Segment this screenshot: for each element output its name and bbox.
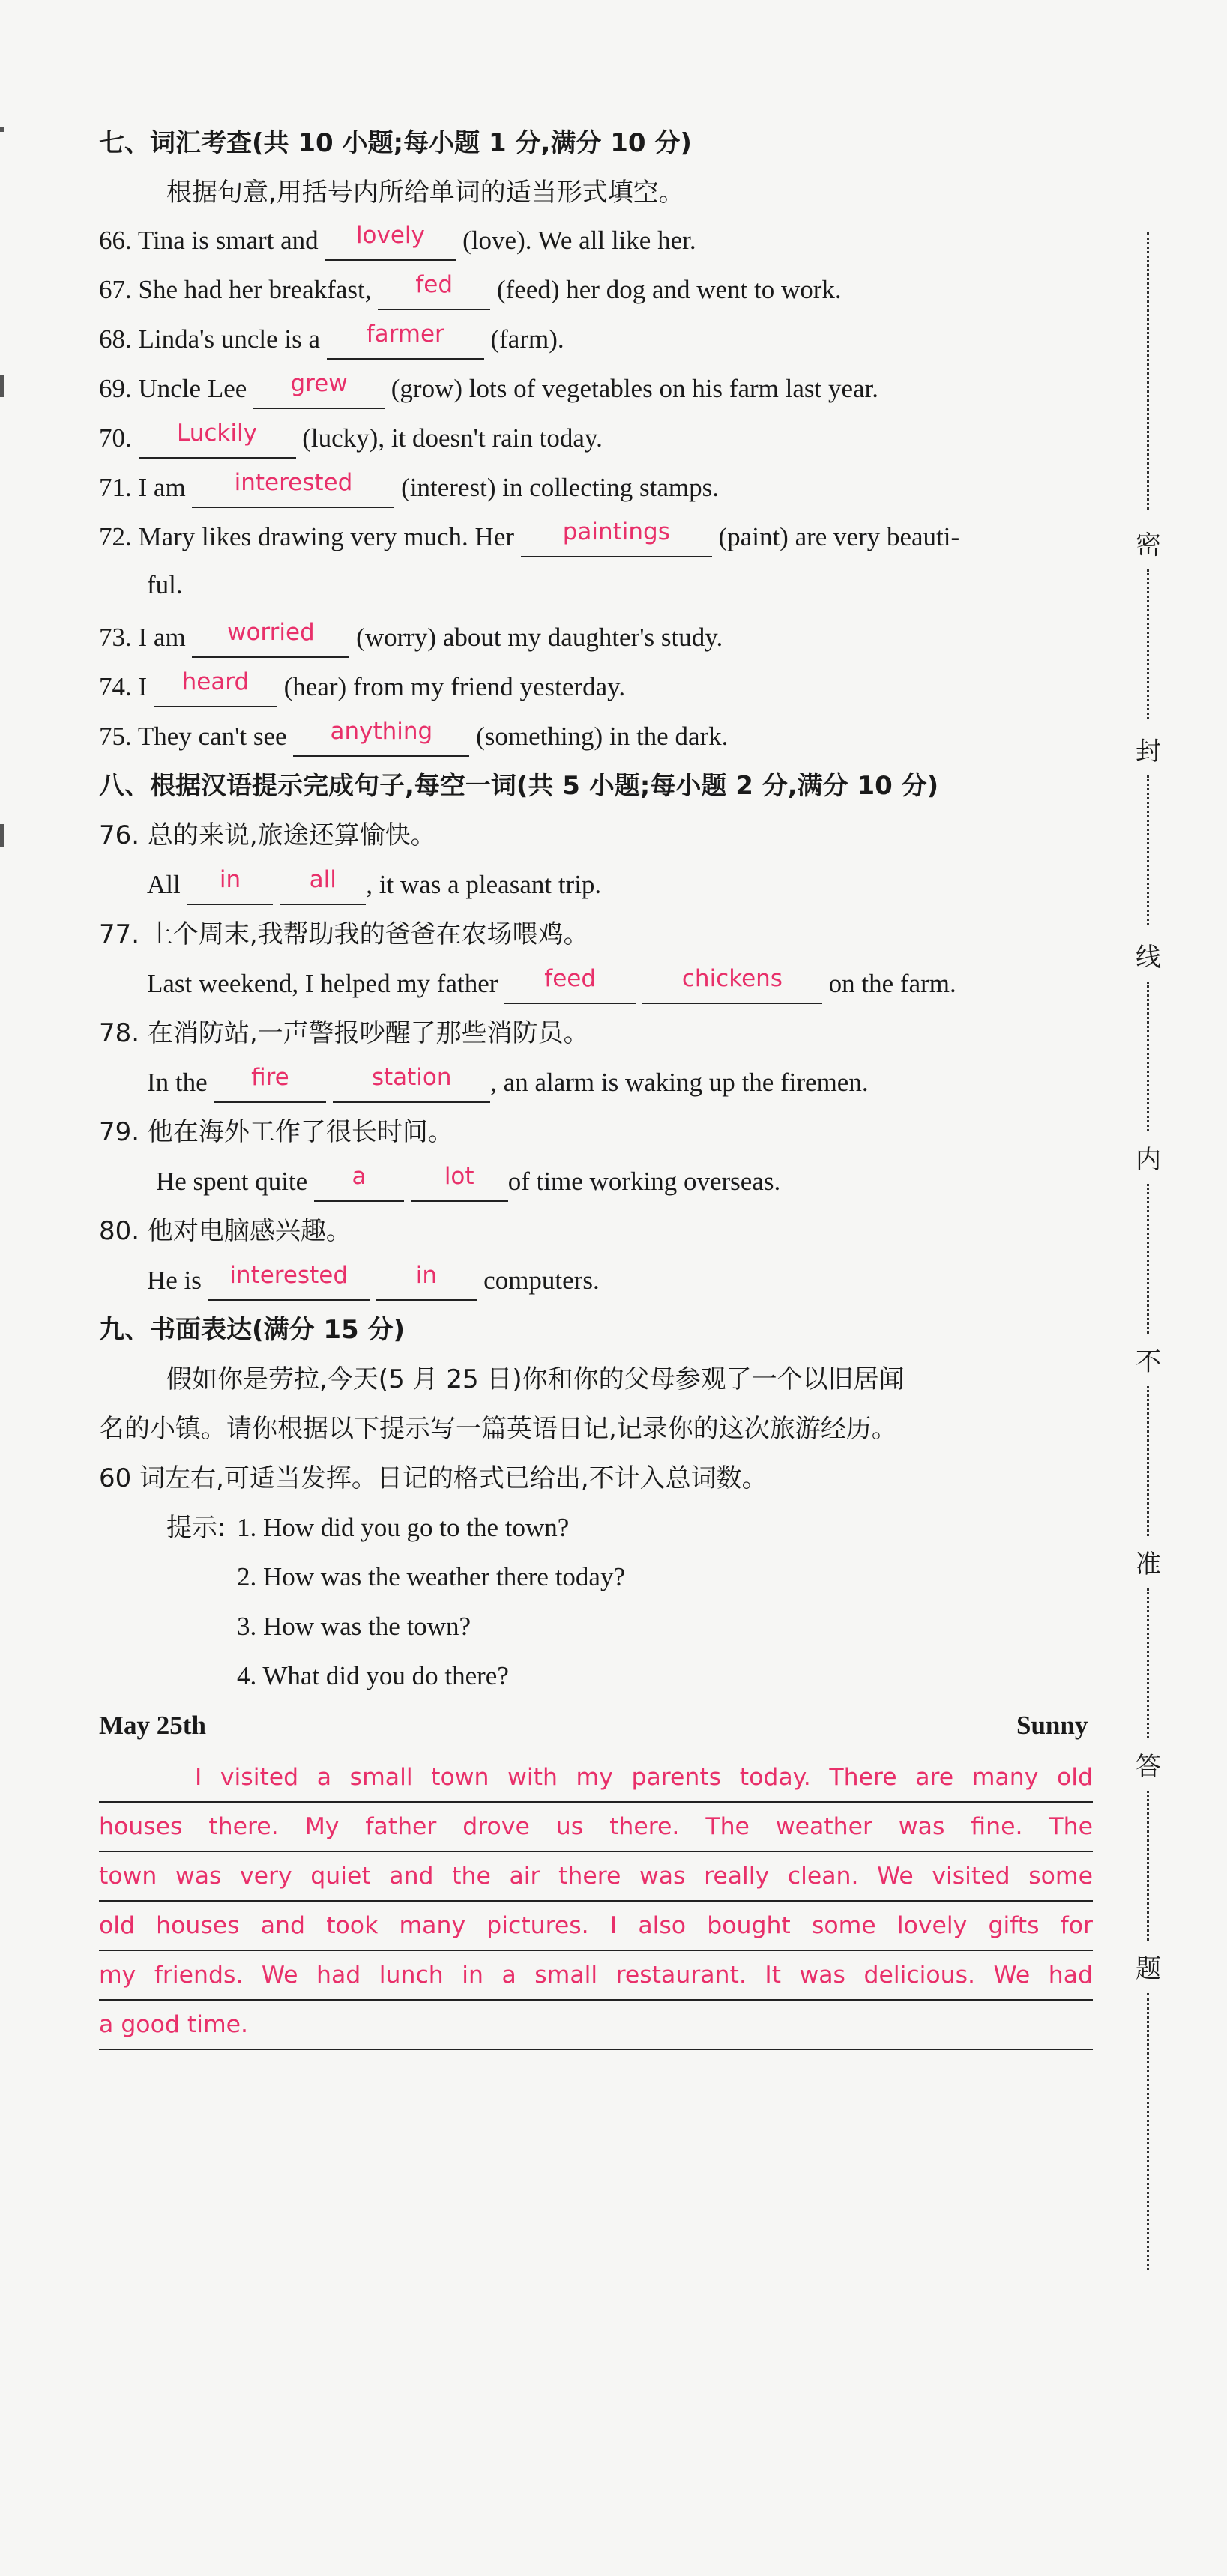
question-77: Last weekend, I helped my father feed chickens on the farm. [147,965,956,1003]
answer-78a: fire [251,1064,289,1091]
answer-66: lovely [355,222,425,249]
seal-char-3: 线 [1136,943,1161,973]
diary-date: May 25th [99,1711,206,1740]
seal-dotted-line [1147,982,1149,1131]
answer-78b: station [371,1064,452,1091]
question-71: 71. I am interested (interest) in collecting stamps. [99,469,719,507]
section7-heading: 七、词汇考查(共 10 小题;每小题 1 分,满分 10 分) [99,128,692,158]
seal-char-1: 密 [1136,530,1161,560]
answer-68: farmer [366,321,444,348]
essay-line-3: town was very quiet and the air there was really clean. We visited some [99,1863,1093,1890]
question-80-chinese: 80. 他对电脑感兴趣。 [99,1216,352,1246]
seal-dotted-line [1147,1386,1149,1536]
seal-char-8: 题 [1136,1954,1161,1984]
hint-1: 1. How did you go to the town? [237,1513,570,1542]
answer-73: worried [227,619,315,646]
essay-line-6: a good time. [99,2011,249,2038]
question-76: All in all , it was a pleasant trip. [147,866,601,904]
question-79: He spent quite a lot of time working overseas. [156,1163,780,1200]
answer-67: fed [415,271,453,298]
seal-char-7: 答 [1136,1752,1161,1782]
question-79-chinese: 79. 他在海外工作了很长时间。 [99,1117,453,1147]
seal-dotted-line [1147,1993,1149,2270]
answer-76a: in [219,866,241,893]
answer-76b: all [309,866,337,893]
answer-75: anything [330,718,433,745]
question-70: 70. Luckily (lucky), it doesn't rain today. [99,420,603,457]
question-80: He is interested in computers. [147,1262,600,1299]
question-67: 67. She had her breakfast, fed (feed) her dog and went to work. [99,271,842,309]
answer-74: heard [181,668,250,695]
seal-dotted-line [1147,232,1149,510]
question-73: 73. I am worried (worry) about my daughter's study. [99,619,723,656]
edge-mark [0,127,4,132]
hint-3: 3. How was the town? [237,1612,471,1641]
edge-mark [0,824,4,847]
answer-77b: chickens [681,965,783,992]
question-77-chinese: 77. 上个周末,我帮助我的爸爸在农场喂鸡。 [99,919,589,949]
seal-char-2: 封 [1136,737,1161,767]
hints-label: 提示: [166,1513,226,1543]
answer-80b: in [415,1262,438,1289]
question-72: 72. Mary likes drawing very much. Her paintings (paint) are very beauti- [99,518,959,556]
answer-70: Luckily [177,420,257,447]
question-72-continued: ful. [147,570,183,599]
hint-4: 4. What did you do there? [237,1661,509,1690]
answer-69: grew [290,370,348,397]
question-68: 68. Linda's uncle is a farmer (farm). [99,321,564,358]
writing-prompt-line-2: 名的小镇。请你根据以下提示写一篇英语日记,记录你的这次旅游经历。 [99,1414,897,1444]
essay-line-5: my friends. We had lunch in a small restaurant. It was delicious. We had [99,1962,1093,1989]
essay-line-1: I visited a small town with my parents today. There are many old [195,1764,1093,1791]
seal-dotted-line [1147,1184,1149,1334]
question-78: In the fire station , an alarm is waking up the firemen. [147,1064,869,1101]
section8-heading: 八、根据汉语提示完成句子,每空一词(共 5 小题;每小题 2 分,满分 10 分) [99,771,939,801]
question-76-chinese: 76. 总的来说,旅途还算愉快。 [99,820,436,850]
edge-mark [0,375,4,397]
answer-79a: a [352,1163,367,1190]
answer-79b: lot [444,1163,474,1190]
essay-line-2: houses there. My father drove us there. The weather was fine. The [99,1813,1093,1840]
hint-2: 2. How was the weather there today? [237,1562,625,1591]
seal-dotted-line [1147,1588,1149,1738]
section7-instruction: 根据句意,用括号内所给单词的适当形式填空。 [166,178,684,208]
question-74: 74. I heard (hear) from my friend yesterday. [99,668,625,706]
writing-prompt-line-3: 60 词左右,可适当发挥。日记的格式已给出,不计入总词数。 [99,1463,768,1493]
diary-weather: Sunny [1016,1711,1088,1740]
seal-char-4: 内 [1136,1145,1161,1175]
answer-77a: feed [544,965,597,992]
answer-72: paintings [562,518,670,545]
seal-dotted-line [1147,1791,1149,1941]
seal-dotted-line [1147,775,1149,925]
seal-char-5: 不 [1136,1347,1161,1377]
essay-line-4: old houses and took many pictures. I also bought some lovely gifts for [99,1912,1093,1939]
seal-dotted-line [1147,569,1149,719]
seal-char-6: 准 [1136,1549,1161,1579]
question-78-chinese: 78. 在消防站,一声警报吵醒了那些消防员。 [99,1018,589,1048]
answer-80a: interested [229,1262,348,1289]
question-75: 75. They can't see anything (something) in the dark. [99,718,728,755]
question-69: 69. Uncle Lee grew (grow) lots of vegetables on his farm last year. [99,370,878,408]
writing-prompt-line-1: 假如你是劳拉,今天(5 月 25 日)你和你的父母参观了一个以旧居闻 [166,1364,905,1394]
answer-71: interested [234,469,353,496]
section9-heading: 九、书面表达(满分 15 分) [99,1315,406,1345]
question-66: 66. Tina is smart and lovely (love). We all like her. [99,222,696,259]
